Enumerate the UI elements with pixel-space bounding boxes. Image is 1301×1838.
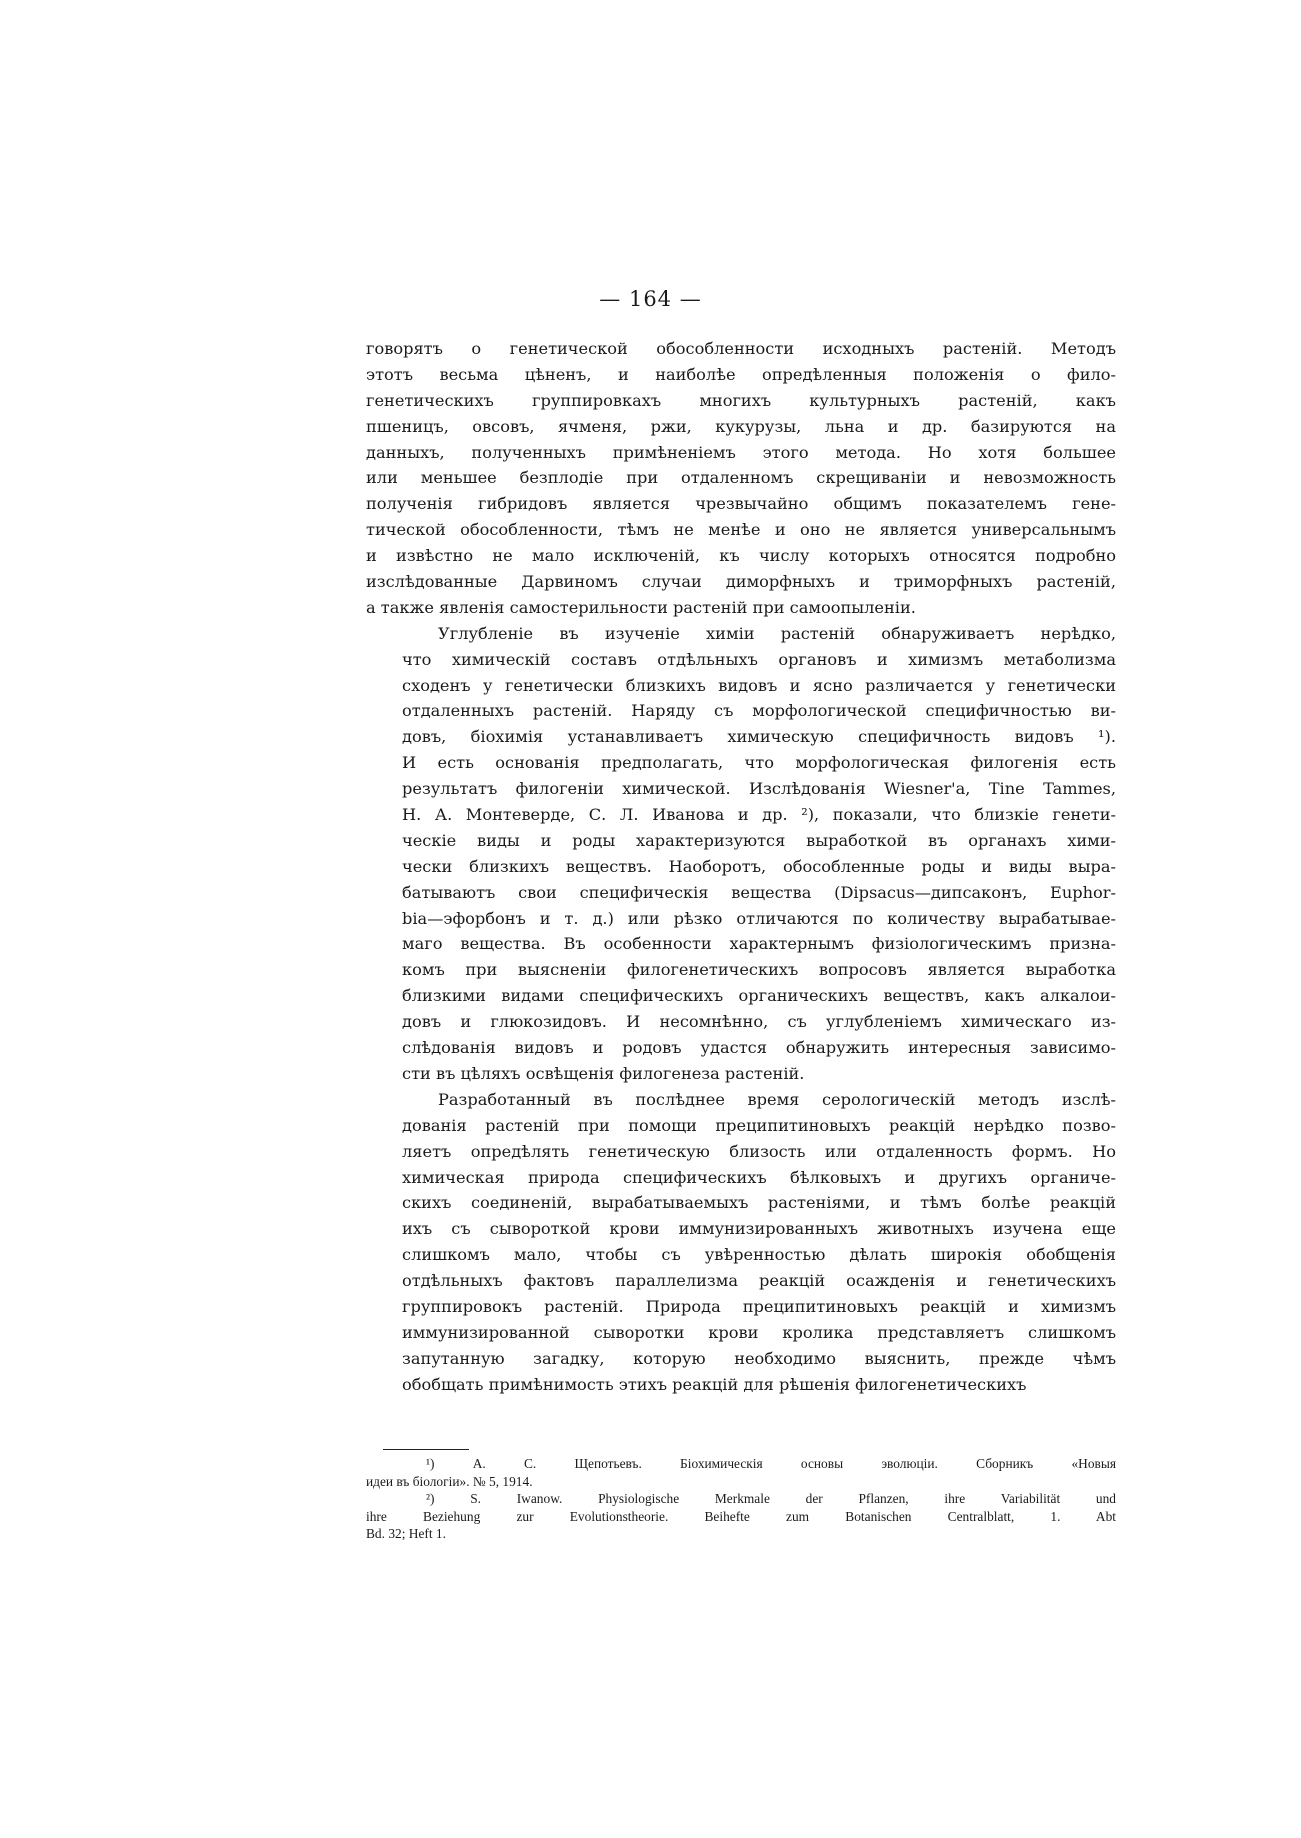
text-line: или меньшее безплодіе при отдаленномъ скрещиваніи и невозможность bbox=[366, 468, 1116, 488]
footnotes bbox=[366, 1455, 1116, 1543]
text-line: группировокъ растеній. Природа преципитиновыхъ реакцій и химизмъ bbox=[402, 1296, 1116, 1316]
text-line: полученія гибридовъ является чрезвычайно общимъ показателемъ гене- bbox=[366, 494, 1116, 514]
page-number: — 164 — bbox=[599, 287, 702, 311]
text-line: И есть основанія предполагать, что морфологическая филогенія есть bbox=[402, 753, 1116, 773]
text-line: результатъ филогеніи химической. Изслѣдованія Wiesner'a, Tine Tammes, bbox=[402, 779, 1116, 799]
text-line: иммунизированной сыворотки крови кролика представляетъ слишкомъ bbox=[402, 1322, 1116, 1342]
text-line: а также явленія самостерильности растеній при самоопыленіи. bbox=[366, 597, 916, 617]
text-line: и извѣстно не мало исключеній, къ числу которыхъ относятся подробно bbox=[366, 546, 1116, 566]
text-line: пшеницъ, овсовъ, ячменя, ржи, кукурузы, льна и др. базируются на bbox=[366, 416, 1116, 436]
text-line: довъ и глюкозидовъ. И несомнѣнно, съ углубленіемъ химическаго из- bbox=[402, 1012, 1116, 1032]
text-line: что химическій составъ отдѣльныхъ органовъ и химизмъ метаболизма bbox=[402, 649, 1116, 669]
text-line: чески близкихъ веществъ. Наоборотъ, обособленные роды и виды выра- bbox=[402, 856, 1116, 876]
text-line: ческіе виды и роды характеризуются выработкой въ органахъ хими- bbox=[402, 830, 1116, 850]
text-line: отдаленныхъ растеній. Наряду съ морфологической специфичностью ви- bbox=[402, 701, 1116, 721]
text-line: близкими видами специфическихъ органическихъ веществъ, какъ алкалои- bbox=[402, 986, 1116, 1006]
text-line: запутанную загадку, которую необходимо выяснить, прежде чѣмъ bbox=[402, 1348, 1116, 1368]
footnote-line: ¹) А. С. Щепотьевъ. Біохимическія основы эволюціи. Сборникъ «Новыя bbox=[426, 1456, 1116, 1471]
text-line: ихъ съ сывороткой крови иммунизированныхъ животныхъ изучена еще bbox=[402, 1219, 1116, 1239]
text-line: тической обособленности, тѣмъ не менѣе и оно не является универсальнымъ bbox=[366, 520, 1116, 540]
footnote bbox=[366, 1490, 1116, 1543]
footnote-divider bbox=[383, 1449, 469, 1450]
body-text bbox=[366, 336, 1116, 1398]
text-line: батываютъ свои специфическія вещества (Dipsacus—дипсаконъ, Euphor- bbox=[402, 882, 1116, 902]
text-line: комъ при выясненіи филогенетическихъ вопросовъ является выработка bbox=[402, 960, 1116, 980]
text-line: bia—эфорбонъ и т. д.) или рѣзко отличаются по количеству вырабатывае- bbox=[402, 908, 1116, 928]
paragraph bbox=[366, 1087, 1116, 1398]
text-line: ляетъ опредѣлять генетическую близость или отдаленность формъ. Но bbox=[402, 1141, 1116, 1161]
text-line: отдѣльныхъ фактовъ параллелизма реакцій осажденія и генетическихъ bbox=[402, 1271, 1116, 1291]
text-line: Углубленіе въ изученіе химіи растеній обнаруживаетъ нерѣдко, bbox=[438, 623, 1116, 643]
text-line: данныхъ, полученныхъ примѣненіемъ этого метода. Но хотя большее bbox=[366, 442, 1116, 462]
footnote-line: идеи въ біологіи». № 5, 1914. bbox=[366, 1473, 533, 1489]
text-line: генетическихъ группировкахъ многихъ культурныхъ растеній, какъ bbox=[366, 390, 1116, 410]
text-line: обобщать примѣнимость этихъ реакцій для рѣшенія филогенетическихъ bbox=[402, 1374, 1027, 1394]
text-line: химическая природа специфическихъ бѣлковыхъ и другихъ органиче- bbox=[402, 1167, 1116, 1187]
text-line: довъ, біохимія устанавливаетъ химическую специфичность видовъ ¹). bbox=[402, 727, 1116, 747]
text-line: сти въ цѣляхъ освѣщенія филогенеза растеній. bbox=[402, 1063, 805, 1083]
text-line: этотъ весьма цѣненъ, и наиболѣе опредѣленныя положенія о фило- bbox=[366, 364, 1116, 384]
text-line: говорятъ о генетической обособленности исходныхъ растеній. Методъ bbox=[366, 339, 1116, 358]
text-line: скихъ соединеній, вырабатываемыхъ растеніями, и тѣмъ болѣе реакцій bbox=[402, 1193, 1116, 1213]
paragraph bbox=[366, 336, 1116, 621]
text-line: слѣдованія видовъ и родовъ удастся обнаружить интересныя зависимо- bbox=[402, 1038, 1116, 1058]
text-line: сходенъ у генетически близкихъ видовъ и ясно различается у генетически bbox=[402, 675, 1116, 695]
footnote-line: ihre Beziehung zur Evolutionstheorie. Beihefte zum Botanischen Centralblatt, 1. Abt bbox=[366, 1508, 1116, 1524]
text-line: дованія растеній при помощи преципитиновыхъ реакцій нерѣдко позво- bbox=[402, 1115, 1116, 1135]
text-line: слишкомъ мало, чтобы съ увѣренностью дѣлать широкія обобщенія bbox=[402, 1245, 1116, 1265]
footnote-line: ²) S. Iwanow. Physiologische Merkmale der Pflanzen, ihre Variabilität und bbox=[426, 1491, 1116, 1507]
text-line: Н. А. Монтеверде, С. Л. Иванова и др. ²), показали, что близкіе генети- bbox=[402, 805, 1116, 825]
footnote-line: Bd. 32; Heft 1. bbox=[366, 1526, 446, 1542]
text-line: Разработанный въ послѣднее время серологическій методъ изслѣ- bbox=[438, 1089, 1116, 1109]
text-line: изслѣдованные Дарвиномъ случаи диморфныхъ и триморфныхъ растеній, bbox=[366, 572, 1116, 592]
footnote bbox=[366, 1455, 1116, 1490]
paragraph bbox=[366, 621, 1116, 1087]
text-line: маго вещества. Въ особенности характернымъ физіологическимъ призна- bbox=[402, 934, 1116, 954]
